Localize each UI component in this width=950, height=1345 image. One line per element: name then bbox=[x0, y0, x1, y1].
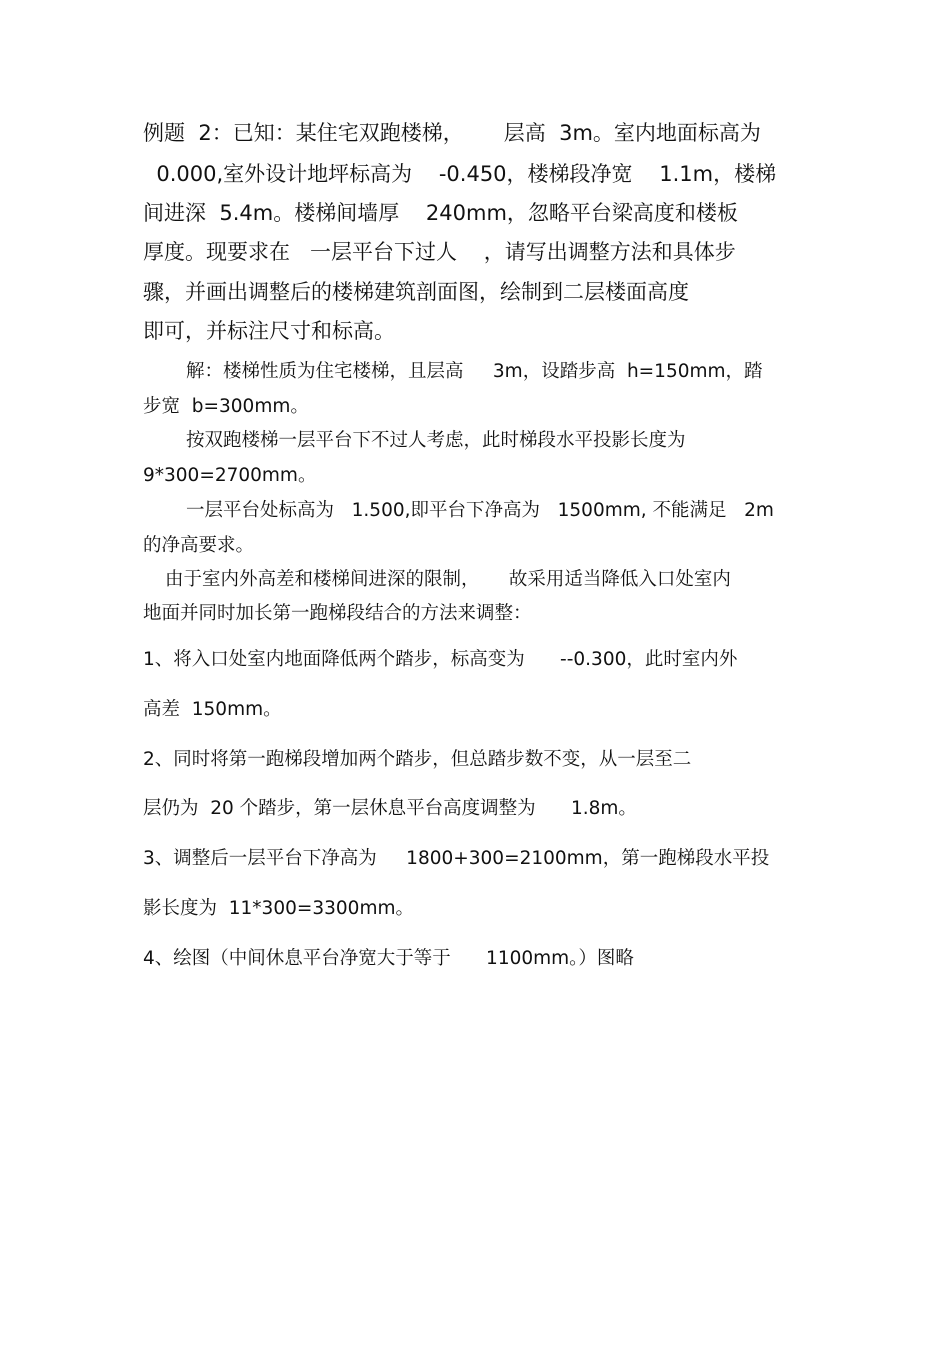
answer-line-5: 一层平台处标高为 1.500,即平台下净高为 1500mm, 不能满足 2m bbox=[186, 500, 774, 521]
step-2-line-1: 2、同时将第一跑梯段增加两个踏步，但总踏步数不变，从一层至二 bbox=[143, 749, 692, 770]
step-1-line-2: 高差 150mm。 bbox=[143, 699, 282, 720]
question-line-2: 0.000,室外设计地坪标高为 -0.450，楼梯段净宽 1.1m，楼梯 bbox=[143, 162, 777, 186]
step-3-line-1: 3、调整后一层平台下净高为 1800+300=2100mm，第一跑梯段水平投 bbox=[143, 848, 770, 869]
answer-line-6: 的净高要求。 bbox=[143, 535, 255, 556]
question-line-3: 间进深 5.4m。楼梯间墙厚 240mm，忽略平台梁高度和楼板 bbox=[143, 201, 738, 225]
answer-line-4: 9*300=2700mm。 bbox=[143, 465, 317, 486]
step-2-line-2: 层仍为 20 个踏步，第一层休息平台高度调整为 1.8m。 bbox=[143, 798, 637, 819]
answer-line-2: 步宽 b=300mm。 bbox=[143, 396, 309, 417]
question-line-4: 厚度。现要求在 一层平台下过人 ，请写出调整方法和具体步 bbox=[143, 240, 736, 264]
answer-line-7: 由于室内外高差和楼梯间进深的限制， 故采用适当降低入口处室内 bbox=[165, 569, 731, 590]
step-1-line-1: 1、将入口处室内地面降低两个踏步，标高变为 --0.300，此时室内外 bbox=[143, 649, 738, 670]
answer-line-8: 地面并同时加长第一跑梯段结合的方法来调整： bbox=[143, 603, 532, 624]
answer-line-3: 按双跑楼梯一层平台下不过人考虑，此时梯段水平投影长度为 bbox=[186, 430, 686, 451]
step-4-line-1: 4、绘图（中间休息平台净宽大于等于 1100mm。）图略 bbox=[143, 948, 634, 969]
question-line-1: 例题 2：已知：某住宅双跑楼梯， 层高 3m。室内地面标高为 bbox=[143, 121, 761, 145]
answer-line-1: 解：楼梯性质为住宅楼梯，且层高 3m，设踏步高 h=150mm，踏 bbox=[186, 361, 763, 382]
step-3-line-2: 影长度为 11*300=3300mm。 bbox=[143, 898, 414, 919]
question-line-6: 即可，并标注尺寸和标高。 bbox=[143, 319, 395, 343]
question-line-5: 骤，并画出调整后的楼梯建筑剖面图，绘制到二层楼面高度 bbox=[143, 280, 689, 304]
